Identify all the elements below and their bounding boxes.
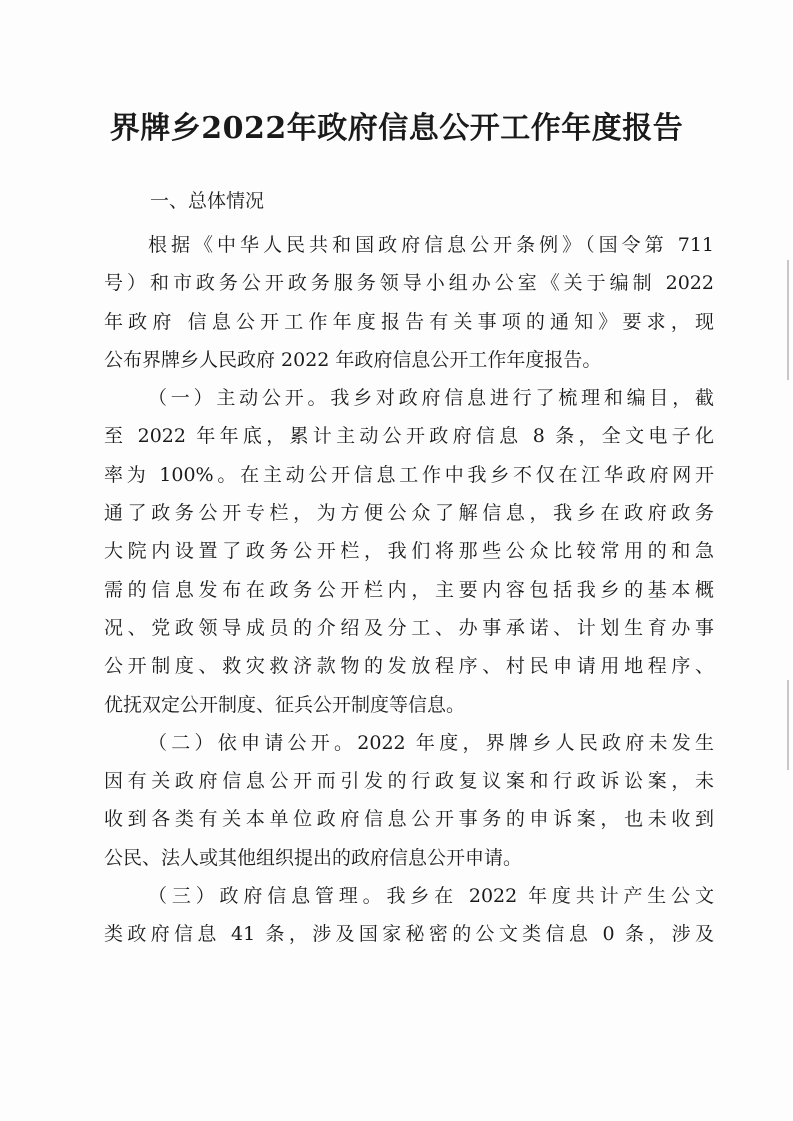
scan-edge-mark	[787, 260, 789, 380]
paragraph-line: 公开制度、救灾救济款物的发放程序、村民申请用地程序、	[104, 655, 714, 678]
paragraph-line: （三）政府信息管理。我乡在 2022 年度共计产生公文	[148, 885, 714, 908]
paragraph-line: 至 2022 年年底，累计主动公开政府信息 8 条，全文电子化	[104, 425, 714, 448]
paragraph-line: 大院内设置了政务公开栏，我们将那些公众比较常用的和急	[104, 540, 714, 563]
paragraph-line: 需的信息发布在政务公开栏内，主要内容包括我乡的基本概	[104, 578, 714, 601]
paragraph-line: 公布界牌乡人民政府 2022 年政府信息公开工作年度报告。	[104, 348, 602, 371]
paragraph-line: （一）主动公开。我乡对政府信息进行了梳理和编目，截	[148, 387, 714, 410]
paragraph-line: 因有关政府信息公开而引发的行政复议案和行政诉讼案，未	[104, 770, 714, 793]
paragraph-line: 公民、法人或其他组织提出的政府信息公开申请。	[104, 846, 523, 869]
document-title: 界牌乡2022年政府信息公开工作年度报告	[109, 111, 684, 146]
document-body	[104, 226, 714, 954]
paragraph-line: 年政府 信息公开工作年度报告有关事项的通知》要求，现	[104, 310, 714, 333]
paragraph-line: 号）和市政务公开政务服务领导小组办公室《关于编制 2022	[104, 272, 714, 295]
paragraph-line: 类政府信息 41 条，涉及国家秘密的公文类信息 0 条，涉及	[104, 923, 714, 946]
paragraph-line: 优抚双定公开制度、征兵公开制度等信息。	[104, 693, 466, 716]
paragraph-line: （二）依申请公开。2022 年度，界牌乡人民政府未发生	[148, 731, 714, 754]
section-heading-overview: 一、总体情况	[150, 190, 265, 212]
paragraph-line: 收到各类有关本单位政府信息公开事务的申诉案，也未收到	[104, 808, 714, 831]
scan-edge-mark	[787, 680, 789, 770]
paragraph-line: 率为 100%。在主动公开信息工作中我乡不仅在江华政府网开	[104, 463, 714, 486]
paragraph-line: 根据《中华人民共和国政府信息公开条例》（国令第 711	[148, 234, 714, 256]
paragraph-line: 况、党政领导成员的介绍及分工、办事承诺、计划生育办事	[104, 616, 714, 639]
paragraph-line: 通了政务公开专栏，为方便公众了解信息，我乡在政府政务	[104, 502, 714, 525]
